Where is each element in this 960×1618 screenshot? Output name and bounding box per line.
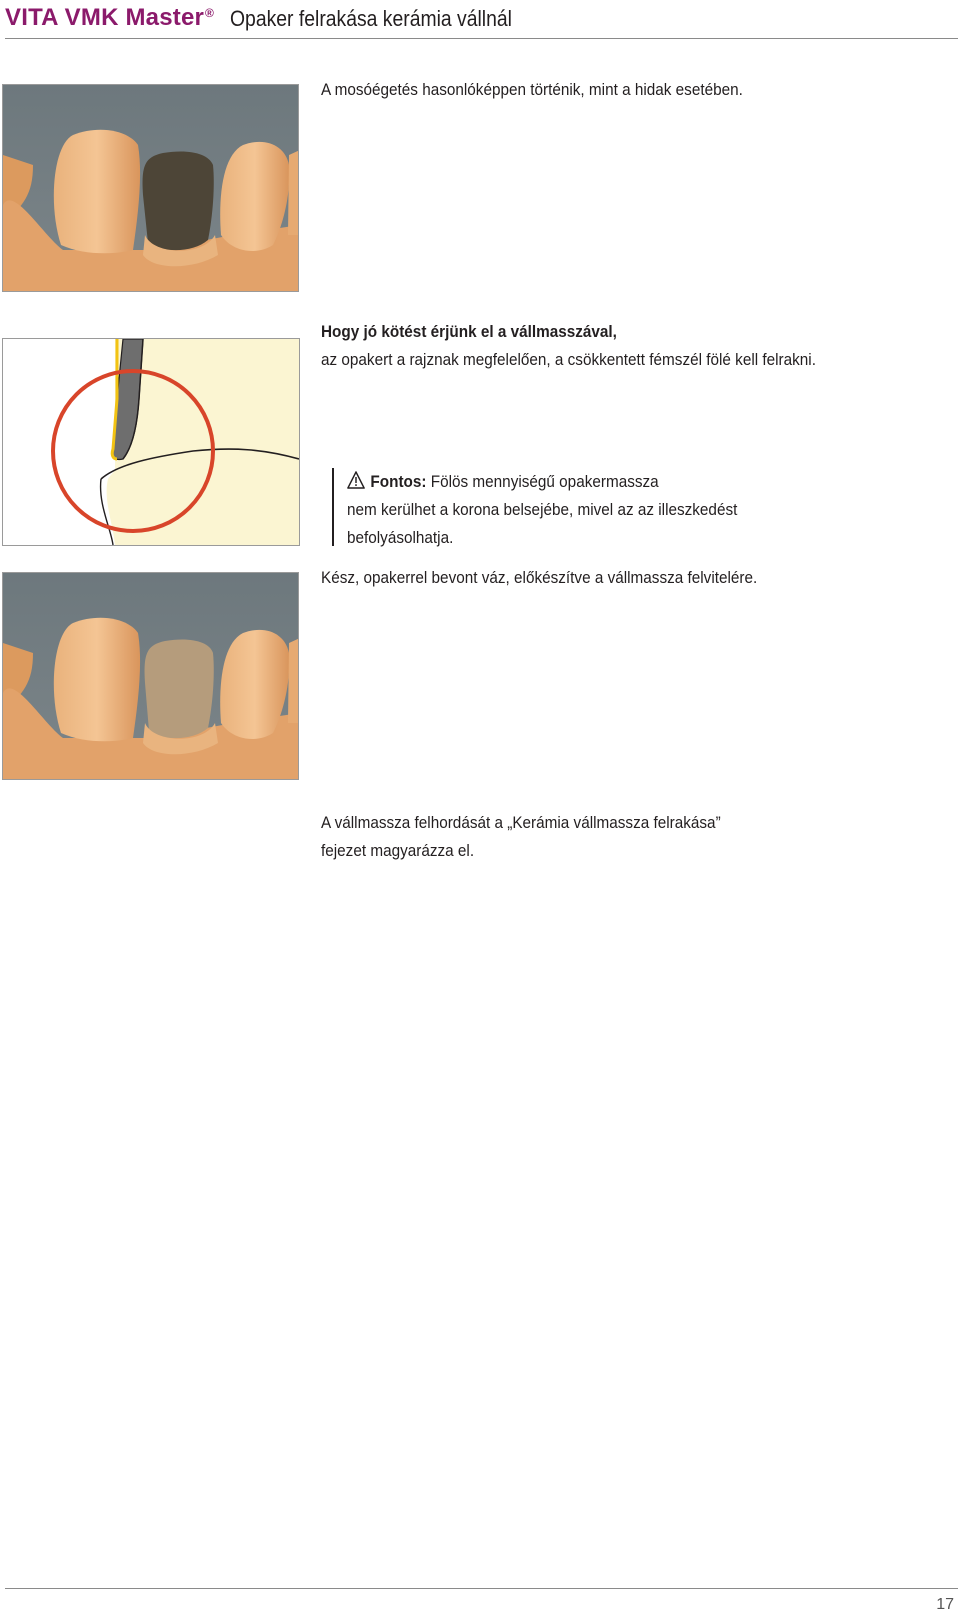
brand-name: VITA VMK Master [5,4,205,31]
bond-text: az opakert a rajznak megfelelően, a csökkentett fémszél fölé kell felrakni. [321,350,816,369]
ready-text: Kész, opakerrel bevont váz, előkészítve a vállmassza felvitelére. [321,568,758,587]
page-header [5,2,955,38]
important-line-2: nem kerülhet a korona belsejébe, mivel az az illeszkedést [347,500,738,519]
important-label: Fontos: [370,472,427,491]
shoulder-text-line-1: A vállmassza felhordását a „Kerámia vállmassza felrakása” [321,813,721,832]
opaque-application-diagram [2,338,300,546]
brand-title [5,4,214,32]
wash-firing-text: A mosóégetés hasonlóképpen történik, mint a hidak esetében. [321,80,743,99]
shoulder-text-line-2: fejezet magyarázza el. [321,841,475,860]
bond-heading-bold: Hogy jó kötést érjünk el a vállmasszával, [321,322,617,341]
warning-triangle-icon [347,471,365,489]
opaque-coated-photo [2,572,299,780]
important-line-1 [347,468,737,496]
page-title: Opaker felrakása kerámia vállnál [230,6,512,31]
important-note [332,468,781,546]
footer-divider [5,1588,958,1589]
registered-mark: ® [205,6,215,20]
header-divider [5,38,958,39]
page-number: 17 [936,1596,954,1613]
framework-photo [2,84,299,292]
important-text-1: Fölös mennyiségű opakermassza [430,472,659,491]
important-line-3: befolyásolhatja. [347,528,454,547]
bond-heading [321,318,617,346]
